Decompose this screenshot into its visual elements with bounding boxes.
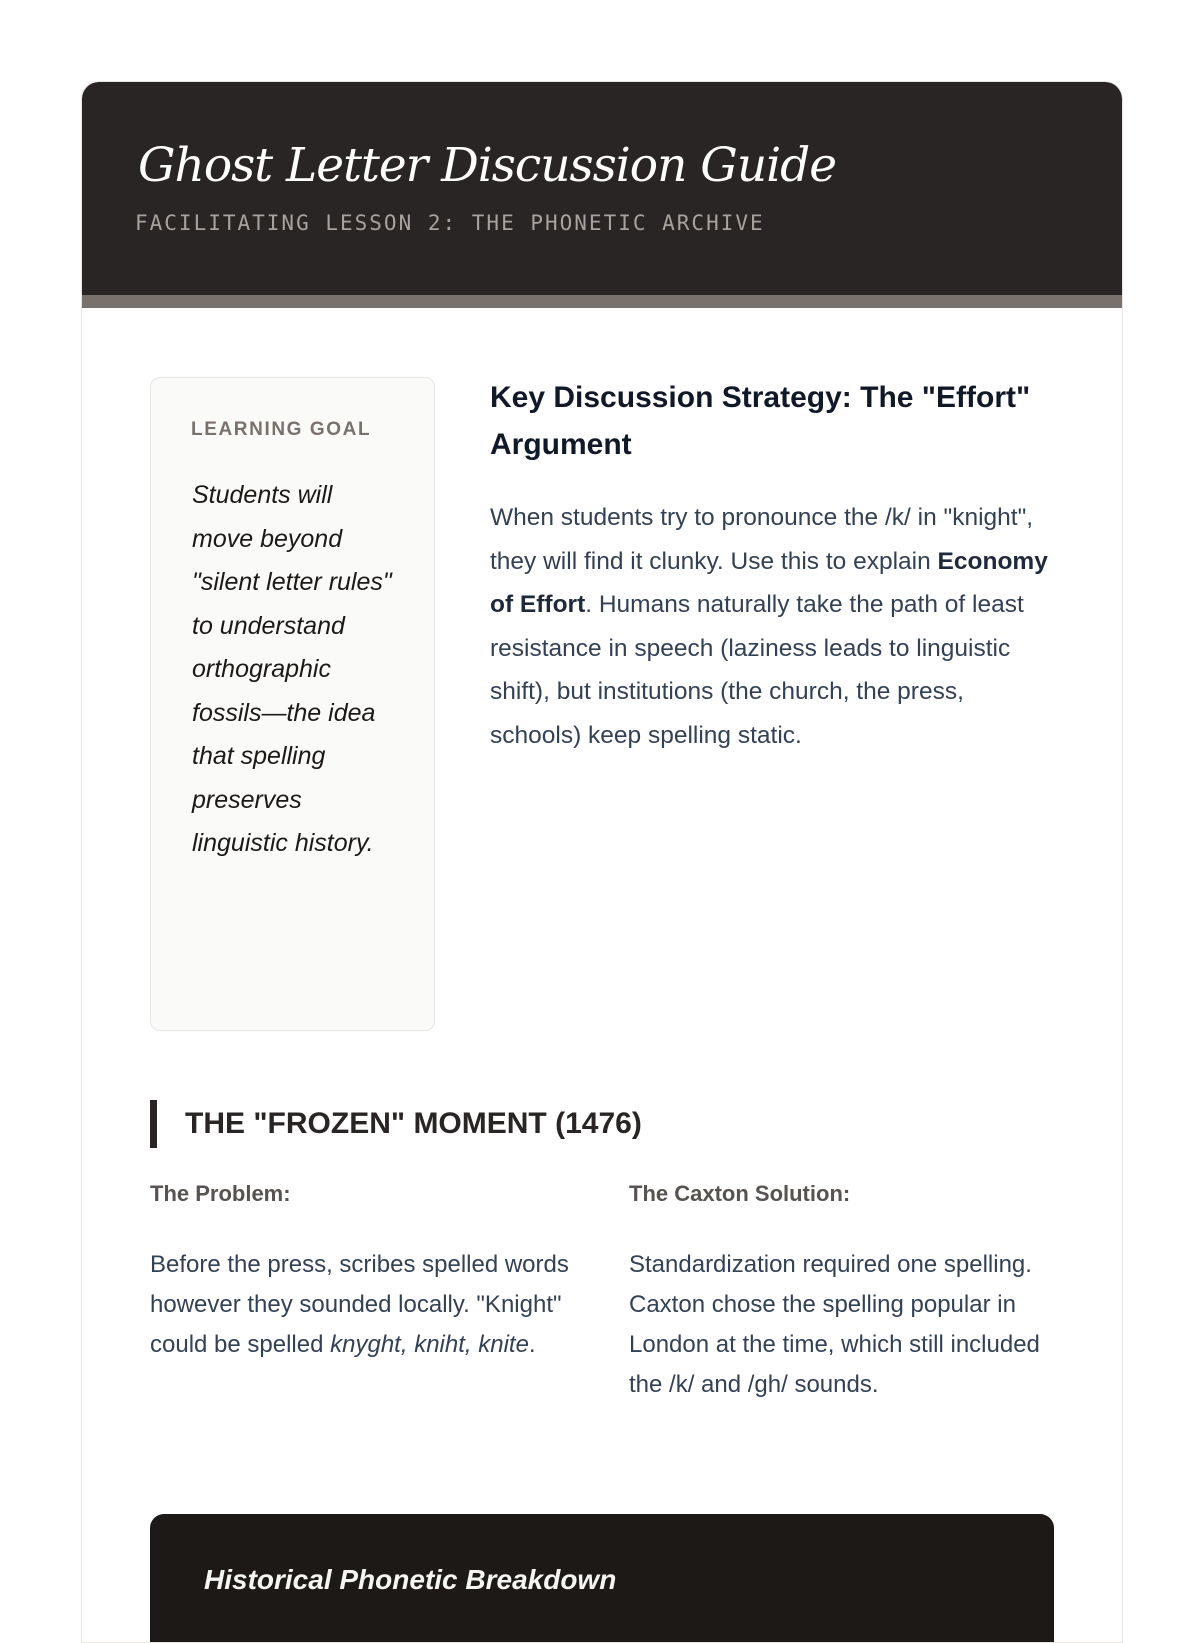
strategy-body-intro: When students try to pronounce the /k/ in "knight", they will find it clunky. Use this to explain [490, 504, 1034, 575]
guide-header [82, 82, 1122, 295]
strategy-heading: Key Discussion Strategy: The "Effort" Argument [490, 381, 1031, 461]
learning-goal-box [150, 377, 435, 1031]
page-subtitle: FACILITATING LESSON 2: THE PHONETIC ARCHIVE [135, 211, 765, 235]
problem-text [150, 1245, 580, 1365]
problem-spelling-examples: knyght, kniht, knite [330, 1331, 529, 1358]
strategy-body [490, 496, 1060, 757]
page-title: Ghost Letter Discussion Guide [138, 138, 837, 193]
header-divider [82, 295, 1122, 308]
phonetic-breakdown-title: Historical Phonetic Breakdown [204, 1564, 617, 1595]
phonetic-breakdown-panel [150, 1514, 1054, 1643]
learning-goal-text: Students will move beyond "silent letter rules" to understand orthographic fossils—the idea that spelling preserves linguistic history. [192, 481, 392, 857]
problem-text-body: Before the press, scribes spelled words however they sounded locally. "Knight" could be spelled [150, 1251, 569, 1358]
strategy-body-rest: . Humans naturally take the path of least resistance in speech (laziness leads to linguistic shift), but institutions (the church, the press, schools) keep spelling static. [490, 591, 1024, 749]
strategy-key-term: Economy of Effort [490, 547, 1048, 618]
solution-title: The Caxton Solution: [629, 1181, 851, 1206]
frozen-moment-heading: THE "FROZEN" MOMENT (1476) [150, 1100, 642, 1148]
learning-goal-label: LEARNING GOAL [191, 419, 372, 440]
discussion-guide-card [81, 81, 1123, 1643]
solution-text: Standardization required one spelling. Caxton chose the spelling popular in London at the time, which still included the /k/ and /gh/ sounds. [629, 1251, 1040, 1398]
problem-text-end: . [528, 1331, 536, 1358]
problem-title: The Problem: [150, 1181, 291, 1206]
